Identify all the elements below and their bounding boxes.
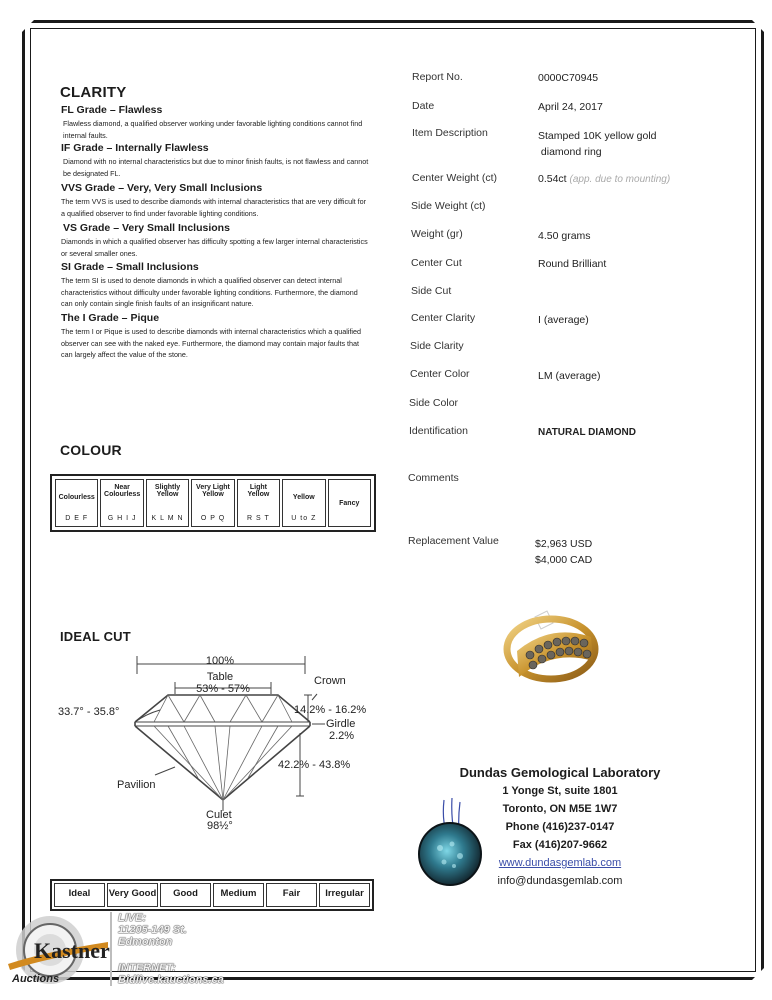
grade-vvs-title: VVS Grade – Very, Very Small Inclusions [61, 182, 263, 194]
lab-website-link[interactable]: www.dundasgemlab.com [498, 857, 622, 869]
colour-cell [237, 479, 280, 527]
grade-fl-text: Flawless diamond, a qualified observer working under favorable lighting conditions cannot find internal faults. [63, 119, 363, 140]
girdle-label: Girdle [326, 718, 356, 730]
clarity-title: CLARITY [60, 84, 127, 101]
table-label: Table [206, 671, 234, 683]
grade-i-title: The I Grade – Pique [61, 312, 160, 324]
side-color-label: Side Color [409, 397, 459, 409]
colour-code: O P Q [200, 515, 226, 522]
colour-label: Very Light Yellow [196, 484, 230, 498]
identification-value: NATURAL DIAMOND [538, 427, 636, 438]
crown-label: Crown [314, 675, 346, 687]
replacement-value-label: Replacement Value [408, 535, 499, 547]
colour-title: COLOUR [60, 442, 122, 458]
watermark-address1: 11205-149 St. [118, 924, 187, 936]
grade-si-text: The term SI is used to denote diamonds in which a qualified observer can detect internal characteristics without difficulty under favorable lighting conditions. Furthermore, the diamond can only contain single finish faults of an insignificant nature. [61, 276, 358, 308]
cut-grade-cell: Ideal [54, 883, 105, 907]
grade-vs-title: VS Grade – Very Small Inclusions [63, 222, 230, 234]
cut-grade-cell: Fair [266, 883, 317, 907]
grade-vvs-text: The term VVS is used to describe diamonds with internal characteristics that are very difficult for a qualified observer to find under favorable lighting conditions. [61, 197, 367, 218]
center-cut-label: Center Cut [411, 257, 462, 269]
weight-gr-label: Weight (gr) [411, 228, 463, 240]
center-weight-label: Center Weight (ct) [412, 172, 497, 184]
watermark-live-label: LIVE: [118, 912, 147, 924]
girdle-value-label: 2.2% [329, 730, 355, 742]
colour-cell [328, 479, 371, 527]
colour-code: K L M N [151, 515, 184, 522]
lab-name: Dundas Gemological Laboratory [459, 765, 661, 780]
watermark-url: Bidlive.kauctions.ca [118, 974, 224, 986]
center-weight-note: (app. due to mounting) [569, 174, 671, 185]
cut-grade-cell: Good [160, 883, 211, 907]
colour-label: Slightly Yellow [154, 484, 181, 498]
cut-grade-cell: Irregular [319, 883, 370, 907]
ideal-cut-title: IDEAL CUT [60, 629, 131, 644]
colour-code: D E F [65, 515, 89, 522]
culet-label: Culet [206, 809, 232, 821]
watermark-divider [110, 912, 112, 986]
colour-cell [146, 479, 189, 527]
kastner-logo [4, 912, 112, 988]
grade-vs-text: Diamonds in which a qualified observer has difficulty spotting a few larger internal characteristics or several smaller ones. [61, 237, 368, 258]
colour-label: Light Yellow [247, 484, 270, 498]
crown-angle-label: 33.7° - 35.8° [58, 706, 120, 718]
grade-if-title: IF Grade – Internally Flawless [61, 142, 209, 154]
side-cut-label: Side Cut [411, 285, 452, 297]
lab-city: Toronto, ON M5E 1W7 [502, 803, 618, 815]
colour-code: U to Z [291, 515, 317, 522]
report-no-label: Report No. [412, 71, 463, 83]
colour-label: Fancy [339, 499, 360, 507]
colour-cell [55, 479, 98, 527]
identification-label: Identification [409, 425, 468, 437]
watermark-live [118, 912, 187, 948]
weight-gr-value: 4.50 grams [538, 230, 591, 242]
cut-grade-cell: Medium [213, 883, 264, 907]
grade-i-text: The term I or Pique is used to describe diamonds with internal characteristics which a qualified observer can see with the naked eye. Furthermore, the diamond may contain major faults that can largely affect the value of the stone. [61, 327, 362, 359]
table-range-label: 53% - 57% [196, 683, 250, 695]
center-clarity-value: I (average) [538, 314, 589, 326]
lab-phone: Phone (416)237-0147 [505, 821, 615, 833]
side-weight-label: Side Weight (ct) [411, 200, 486, 212]
center-cut-value: Round Brilliant [538, 258, 607, 270]
colour-label: Near Colourless [104, 484, 141, 498]
colour-code: G H I J [107, 515, 137, 522]
crown-leader [312, 694, 317, 700]
colour-cell [191, 479, 234, 527]
item-description-label: Item Description [412, 127, 488, 139]
grade-si-title: SI Grade – Small Inclusions [61, 261, 199, 273]
comments-label: Comments [408, 472, 459, 484]
center-weight-value [538, 173, 670, 185]
colour-code: R S T [247, 515, 270, 522]
cut-grade-cell: Very Good [107, 883, 158, 907]
colour-label: Yellow [292, 494, 315, 501]
side-clarity-label: Side Clarity [410, 340, 464, 352]
grade-fl-title: FL Grade – Flawless [61, 104, 163, 116]
report-no-value: 0000C70945 [538, 72, 599, 84]
watermark-internet-label: INTERNET: [118, 962, 176, 974]
hologram-seal-icon [414, 798, 488, 888]
watermark-internet [118, 962, 224, 986]
width-label: 100% [205, 655, 235, 667]
colour-grade-table [50, 474, 376, 532]
center-clarity-label: Center Clarity [411, 312, 476, 324]
item-description-value: Stamped 10K yellow gold diamond ring [538, 130, 657, 158]
center-color-value: LM (average) [538, 370, 601, 382]
facet-lines [154, 695, 292, 800]
colour-cell [100, 479, 143, 527]
colour-label: Colourless [58, 494, 95, 501]
culet-value-label: 98½° [207, 820, 233, 832]
lab-address: 1 Yonge St, suite 1801 [502, 785, 618, 797]
diamond-cut-diagram [50, 648, 380, 838]
lab-fax: Fax (416)207-9662 [512, 839, 608, 851]
crown-height-label: 14.2% - 16.2% [294, 704, 367, 716]
date-value: April 24, 2017 [538, 101, 603, 113]
ring-photo [495, 605, 605, 690]
date-label: Date [412, 100, 435, 112]
logo-text-bottom: Auctions [12, 973, 60, 985]
pavilion-depth-label: 42.2% - 43.8% [278, 759, 351, 771]
lab-email: info@dundasgemlab.com [497, 875, 623, 887]
pavilion-leader [155, 767, 175, 775]
cut-grade-table [50, 879, 374, 911]
center-weight-number: 0.54ct [538, 173, 567, 185]
colour-cell [282, 479, 325, 527]
logo-text-top: Kastner [34, 938, 110, 963]
center-color-label: Center Color [410, 368, 470, 380]
pavilion-label: Pavilion [117, 779, 156, 791]
replacement-value: $2,963 USD $4,000 CAD [535, 538, 593, 566]
grade-if-text: Diamond with no internal characteristics but due to minor finish faults, is not flawless and cannot be designated FL. [63, 157, 369, 178]
watermark-address2: Edmonton [118, 936, 173, 948]
